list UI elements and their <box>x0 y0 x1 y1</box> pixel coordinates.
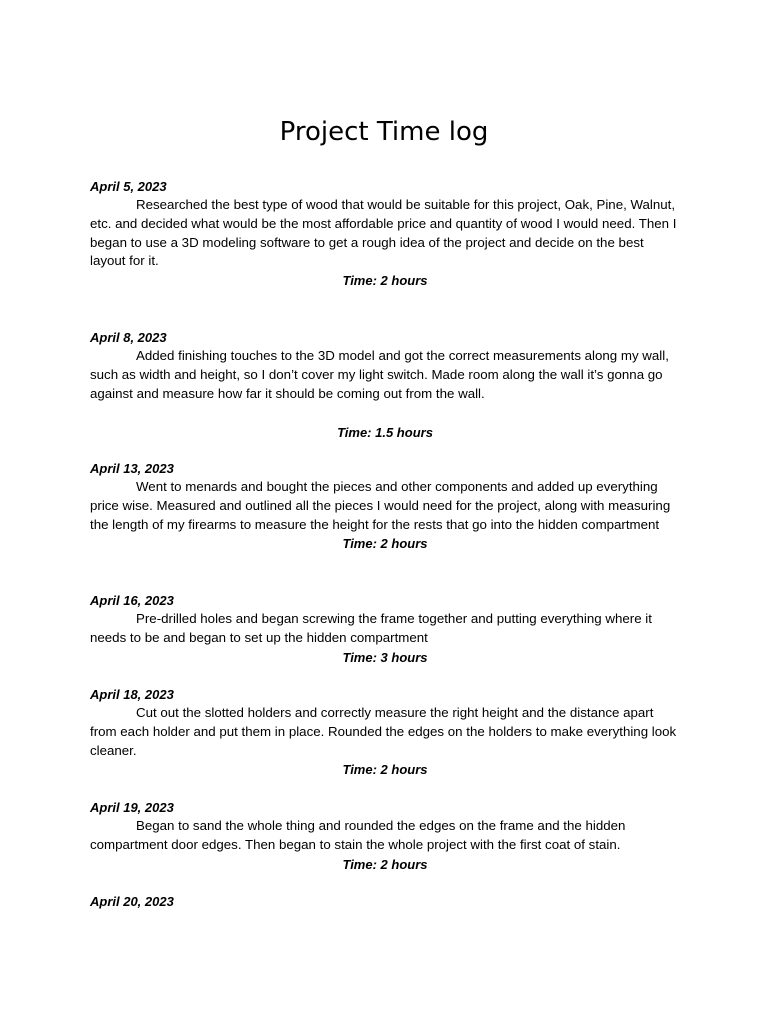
entry-description: Cut out the slotted holders and correctly measure the right height and the distance apart from each holder and put them in place. Rounded the edges on the holders to make everything look cleaner. <box>90 705 677 758</box>
log-entry <box>90 460 680 553</box>
log-entry <box>90 893 680 911</box>
entry-date: April 16, 2023 <box>90 593 174 608</box>
entry-date: April 18, 2023 <box>90 687 174 702</box>
entry-description: Began to sand the whole thing and rounded the edges on the frame and the hidden compartment door edges. Then began to stain the whole project with the first coat of stain. <box>90 818 626 852</box>
entry-date: April 20, 2023 <box>90 894 174 909</box>
entry-date: April 8, 2023 <box>90 330 167 345</box>
entry-time: Time: 2 hours <box>342 762 428 778</box>
entry-description: Went to menards and bought the pieces and other components and added up everything price wise. Measured and outlined all the pieces I would need for the project, along with measuring the length of my firearms to measure the height for the rests that go into the hidden compartment <box>90 479 671 532</box>
entry-date: April 19, 2023 <box>90 800 174 815</box>
log-entry <box>90 592 680 667</box>
entry-description: Researched the best type of wood that would be suitable for this project, Oak, Pine, Walnut, etc. and decided what would be the most affordable price and quantity of wood I would need. Then I began to use a 3D modeling software to get a rough idea of the project and decide on the best layout for it. <box>90 197 677 269</box>
log-entry <box>90 178 680 290</box>
log-entry <box>90 799 680 874</box>
page-title: Project Time log <box>279 117 489 147</box>
entry-time: Time: 2 hours <box>342 273 428 289</box>
entry-time: Time: 2 hours <box>342 856 428 872</box>
entry-time: Time: 2 hours <box>342 536 428 552</box>
entry-description: Pre-drilled holes and began screwing the frame together and putting everything where it needs to be and began to set up the hidden compartment <box>90 611 652 645</box>
entry-date: April 5, 2023 <box>90 179 167 194</box>
log-entry <box>90 329 680 442</box>
entry-time: Time: 1.5 hours <box>337 425 433 441</box>
entry-date: April 13, 2023 <box>90 461 174 476</box>
entry-time: Time: 3 hours <box>342 649 428 665</box>
entry-description: Added finishing touches to the 3D model and got the correct measurements along my wall, such as width and height, so I don’t cover my light switch. Made room along the wall it’s gonna go against and measure how far it should be coming out from the wall. <box>90 348 669 401</box>
log-entry <box>90 686 680 779</box>
